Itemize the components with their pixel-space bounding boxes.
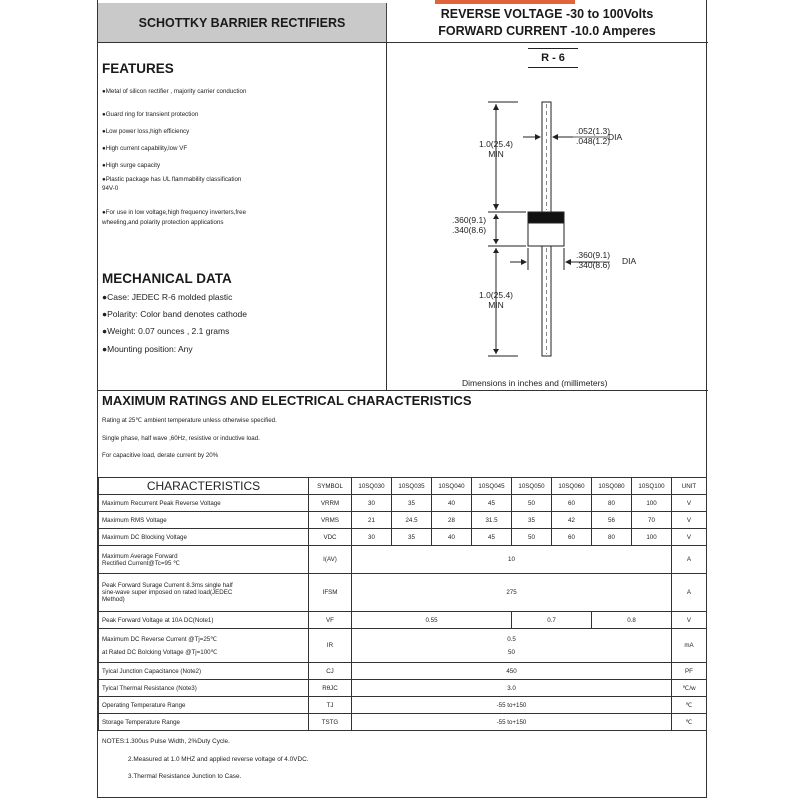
- dim-text: MIN: [488, 149, 504, 159]
- dim-text: .052(1.3): [576, 126, 611, 136]
- arrow-icon: [493, 349, 499, 354]
- row-unit: ℃: [672, 697, 707, 714]
- cell-value: 35: [512, 512, 552, 529]
- package-drawing: [98, 0, 708, 390]
- cell-value: -55 to+150: [352, 714, 672, 731]
- cell-value: 100: [632, 529, 672, 546]
- header-part: 10SQ100: [632, 478, 672, 495]
- body-diameter: [576, 250, 610, 270]
- header-part: 10SQ035: [392, 478, 432, 495]
- row-label-line: Maximum DC Reverse Current @Tj=25℃: [102, 635, 218, 643]
- feature-item: ●Low power loss,high efficiency: [102, 128, 190, 135]
- row-label-line: Maximum Average Forward: [102, 552, 178, 560]
- dim-text: .340(8.6): [452, 225, 487, 235]
- cell-value: 35: [392, 529, 432, 546]
- cell-value: 0.7: [512, 612, 592, 629]
- header-symbol: SYMBOL: [309, 478, 352, 495]
- row-symbol: VRMS: [309, 512, 352, 529]
- divider: [98, 390, 708, 391]
- cell-value: 10: [352, 546, 672, 574]
- row-unit: A: [672, 574, 707, 612]
- cell-value: 80: [592, 529, 632, 546]
- dim-text: MIN: [488, 300, 504, 310]
- dim-text: 1.0(25.4): [478, 290, 514, 300]
- cell-value: 60: [552, 495, 592, 512]
- table-row: [99, 714, 707, 731]
- row-label: Maximum RMS Voltage: [99, 512, 309, 529]
- cell-value: 28: [432, 512, 472, 529]
- table-row: [99, 680, 707, 697]
- lead-diameter: [576, 126, 610, 146]
- table-row: [99, 663, 707, 680]
- arrow-icon: [552, 134, 558, 140]
- feature-item: ●Metal of silicon rectifier , majority carrier conduction: [102, 88, 247, 95]
- cathode-band: [528, 212, 564, 223]
- row-symbol: TJ: [309, 697, 352, 714]
- header-part: 10SQ030: [352, 478, 392, 495]
- feature-item: ●Plastic package has UL flammability classification: [102, 176, 242, 183]
- cell-value: 42: [552, 512, 592, 529]
- row-unit: PF: [672, 663, 707, 680]
- table-row: [99, 612, 707, 629]
- table-row: [99, 546, 707, 574]
- cell-value: 31.5: [472, 512, 512, 529]
- row-symbol: VDC: [309, 529, 352, 546]
- lead-length-top: [476, 139, 516, 159]
- product-title: SCHOTTKY BARRIER RECTIFIERS: [98, 3, 387, 42]
- arrow-icon: [521, 259, 527, 265]
- ratings-note: Single phase, half wave ,60Hz, resistive or inductive load.: [102, 435, 260, 442]
- row-label: Maximum DC Blocking Voltage: [99, 529, 309, 546]
- mechanical-item: ●Mounting position: Any: [102, 344, 193, 354]
- datasheet: [97, 0, 707, 798]
- row-label: Storage Temperature Range: [99, 714, 309, 731]
- body-length: [452, 215, 486, 235]
- dim-text: .360(9.1): [452, 215, 487, 225]
- cell-value-line: 0.5: [507, 635, 516, 643]
- characteristics-table: [98, 477, 707, 731]
- row-symbol: RθJC: [309, 680, 352, 697]
- row-unit: V: [672, 495, 707, 512]
- header-part: 10SQ040: [432, 478, 472, 495]
- row-symbol: I(AV): [309, 546, 352, 574]
- row-unit: ℃: [672, 714, 707, 731]
- arrow-icon: [535, 134, 541, 140]
- cell-value: 35: [392, 495, 432, 512]
- cell-value-line: 50: [508, 648, 515, 656]
- cell-value: 45: [472, 529, 512, 546]
- cell-value: 30: [352, 529, 392, 546]
- row-label: Operating Temperature Range: [99, 697, 309, 714]
- header-unit: UNIT: [672, 478, 707, 495]
- feature-item: ●For use in low voltage,high frequency inverters,free: [102, 209, 247, 216]
- cell-value: [352, 629, 672, 663]
- table-row: [99, 495, 707, 512]
- feature-item: wheeling,and polarity protection applications: [102, 219, 224, 226]
- note: NOTES:1.300us Pulse Width, 2%Duty Cycle.: [102, 738, 230, 745]
- ratings-title: MAXIMUM RATINGS AND ELECTRICAL CHARACTERISTICS: [102, 393, 472, 408]
- dim-text: .340(8.6): [576, 260, 611, 270]
- cell-value: 80: [592, 495, 632, 512]
- row-label-line: Peak Forward Surage Current 8.3ms single half: [102, 582, 233, 589]
- feature-item: ●High current capability,low VF: [102, 145, 188, 152]
- table-row: [99, 529, 707, 546]
- cell-value: 0.55: [352, 612, 512, 629]
- row-label: Tyical Thermal Resistance (Note3): [99, 680, 309, 697]
- row-unit: A: [672, 546, 707, 574]
- mechanical-item: ●Polarity: Color band denotes cathode: [102, 309, 248, 319]
- dim-text: .360(9.1): [576, 250, 611, 260]
- feature-item: 94V-0: [102, 185, 119, 192]
- header-part: 10SQ060: [552, 478, 592, 495]
- cell-value: 30: [352, 495, 392, 512]
- row-label-line: at Rated DC Bolcking Voltage @Tj=100℃: [102, 648, 218, 656]
- cell-value: 450: [352, 663, 672, 680]
- row-symbol: TSTG: [309, 714, 352, 731]
- row-label-line: sine-wave super imposed on rated load(JEDEC: [102, 589, 233, 596]
- dia-label: DIA: [608, 132, 623, 142]
- cell-value: 50: [512, 529, 552, 546]
- row-symbol: VF: [309, 612, 352, 629]
- feature-item: ●High surge capacity: [102, 162, 161, 169]
- row-label: [99, 574, 309, 612]
- table-row: [99, 697, 707, 714]
- cell-value: 0.8: [592, 612, 672, 629]
- note: 2.Measured at 1.0 MHZ and applied reverse voltage of 4.0VDC.: [128, 756, 309, 763]
- row-label: Maximum Recurrent Peak Reverse Voltage: [99, 495, 309, 512]
- row-symbol: IR: [309, 629, 352, 663]
- reverse-voltage-spec: REVERSE VOLTAGE -30 to 100Volts: [440, 6, 654, 21]
- ratings-note: For capacitive load, derate current by 20%: [102, 452, 219, 459]
- row-label: Tyical Junction Capacitance (Note2): [99, 663, 309, 680]
- arrow-icon: [493, 214, 499, 219]
- cell-value: 3.0: [352, 680, 672, 697]
- table-row: [99, 512, 707, 529]
- table-header-row: [99, 478, 707, 495]
- cell-value: 275: [352, 574, 672, 612]
- forward-current-spec: FORWARD CURRENT -10.0 Amperes: [438, 23, 656, 38]
- lead-length-bottom: [476, 290, 516, 310]
- arrow-icon: [493, 239, 499, 244]
- row-symbol: IFSM: [309, 574, 352, 612]
- note: 3.Thermal Resistance Junction to Case.: [128, 773, 242, 780]
- row-unit: ℃/w: [672, 680, 707, 697]
- table-row: [99, 629, 707, 663]
- header-part: 10SQ045: [472, 478, 512, 495]
- cell-value: 40: [432, 529, 472, 546]
- dim-text: 1.0(25.4): [478, 139, 514, 149]
- row-unit: V: [672, 529, 707, 546]
- mechanical-item: ●Case: JEDEC R-6 molded plastic: [102, 292, 233, 302]
- cell-value: 45: [472, 495, 512, 512]
- mechanical-item: ●Weight: 0.07 ounces , 2.1 grams: [102, 326, 230, 336]
- row-label-line: Rectified Current@Tc=95 ℃: [102, 559, 181, 567]
- row-symbol: VRRM: [309, 495, 352, 512]
- row-unit: V: [672, 612, 707, 629]
- row-unit: mA: [672, 629, 707, 663]
- row-label-line: Method): [102, 596, 125, 603]
- dim-text: .048(1.2): [576, 136, 611, 146]
- cell-value: 100: [632, 495, 672, 512]
- row-label: Peak Forward Voltage at 10A DC(Note1): [99, 612, 309, 629]
- package-label: R - 6: [528, 48, 578, 68]
- arrow-icon: [493, 248, 499, 253]
- table-row: [99, 574, 707, 612]
- features-title: FEATURES: [102, 61, 174, 76]
- cell-value: 40: [432, 495, 472, 512]
- arrow-icon: [565, 259, 571, 265]
- arrow-icon: [493, 204, 499, 210]
- header-part: 10SQ050: [512, 478, 552, 495]
- cell-value: 24.5: [392, 512, 432, 529]
- cell-value: 56: [592, 512, 632, 529]
- ratings-note: Rating at 25℃ ambient temperature unless otherwise specified.: [102, 417, 277, 424]
- cell-value: -55 to+150: [352, 697, 672, 714]
- dia-label: DIA: [622, 256, 637, 266]
- dimensions-caption: Dimensions in inches and (millimeters): [462, 378, 608, 388]
- cell-value: 21: [352, 512, 392, 529]
- row-symbol: CJ: [309, 663, 352, 680]
- row-label: [99, 546, 309, 574]
- arrow-icon: [493, 104, 499, 110]
- row-label: [99, 629, 309, 663]
- mechanical-title: MECHANICAL DATA: [102, 271, 232, 286]
- cell-value: 70: [632, 512, 672, 529]
- cell-value: 50: [512, 495, 552, 512]
- row-unit: V: [672, 512, 707, 529]
- header-part: 10SQ080: [592, 478, 632, 495]
- feature-item: ●Guard ring for transient protection: [102, 111, 199, 118]
- cell-value: 60: [552, 529, 592, 546]
- header-characteristics: CHARACTERISTICS: [99, 478, 309, 495]
